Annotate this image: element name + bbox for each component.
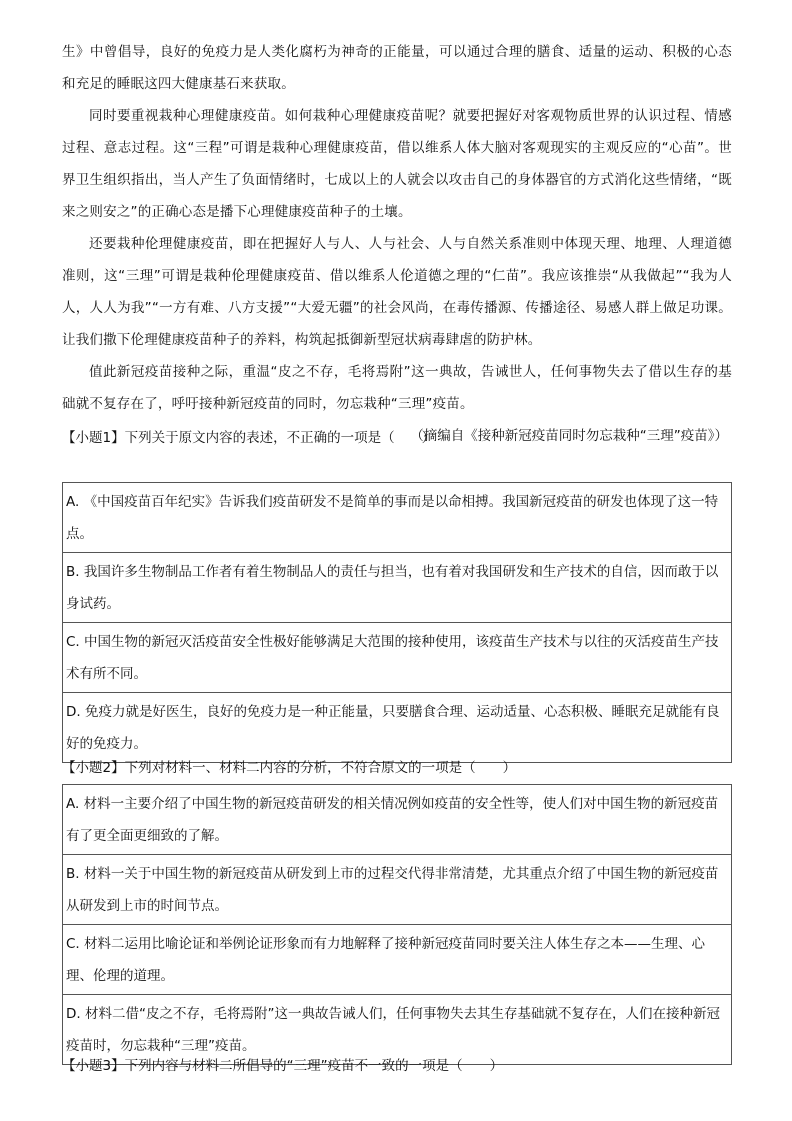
passage-paragraph-2: 同时要重视栽种心理健康疫苗。如何栽种心理健康疫苗呢？就要把握好对客观物质世界的认识过程、情感过程、意志过程。这“三程”可谓是栽种心理健康疫苗，借以维系人体大脑对客观现实的主观反应的“心苗”。世界卫生组织指出，当人产生了负面情绪时，七成以上的人就会以攻击自己的身体器官的方式消化这些情绪，“既来之则安之”的正确心态是播下心理健康疫苗种子的土壤。 xyxy=(62,108,732,220)
passage-paragraph-1: 生》中曾倡导，良好的免疫力是人类化腐朽为神奇的正能量，可以通过合理的膳食、适量的运动、积极的心态和充足的睡眠这四大健康基石来获取。 xyxy=(62,44,732,92)
question-1-stem: 【小题1】下列关于原文内容的表述，不正确的一项是（ ） xyxy=(62,430,436,446)
question-2-option-c[interactable]: C. 材料二运用比喻论证和举例论证形象而有力地解释了接种新冠疫苗同时要关注人体生存之本——生理、心理、伦理的道理。 xyxy=(63,925,731,995)
question-3-stem: 【小题3】下列内容与材料二所倡导的“三理”疫苗不一致的一项是（ ） xyxy=(62,1058,504,1074)
question-2-option-d[interactable]: D. 材料二借“皮之不存，毛将焉附”这一典故告诫人们，任何事物失去其生存基础就不复存在，人们在接种新冠疫苗时，勿忘栽种“三理”疫苗。 xyxy=(63,995,731,1065)
question-2-option-a[interactable]: A. 材料一主要介绍了中国生物的新冠疫苗研发的相关情况例如疫苗的安全性等，使人们对中国生物的新冠疫苗有了更全面更细致的了解。 xyxy=(63,785,731,855)
question-1-option-b[interactable]: B. 我国许多生物制品工作者有着生物制品人的责任与担当，也有着对我国研发和生产技术的自信，因而敢于以身试药。 xyxy=(63,553,731,623)
question-1-option-c[interactable]: C. 中国生物的新冠灭活疫苗安全性极好能够满足大范围的接种使用，该疫苗生产技术与以往的灭活疫苗生产技术有所不同。 xyxy=(63,623,731,693)
passage-paragraph-4: 值此新冠疫苗接种之际，重温“皮之不存，毛将焉附”这一典故，告诫世人，任何事物失去了借以生存的基础就不复存在了，呼吁接种新冠疫苗的同时，勿忘栽种“三理”疫苗。 xyxy=(62,364,732,412)
question-2-stem: 【小题2】下列对材料一、材料二内容的分析，不符合原文的一项是（ ） xyxy=(62,760,517,776)
question-2-options xyxy=(62,784,732,1065)
passage-source: （摘编自《接种新冠疫苗同时勿忘栽种“三理”疫苗》） xyxy=(410,428,728,444)
question-1-option-a[interactable]: A. 《中国疫苗百年纪实》告诉我们疫苗研发不是简单的事而是以命相搏。我国新冠疫苗的研发也体现了这一特点。 xyxy=(63,483,731,553)
question-1-option-d[interactable]: D. 免疫力就是好医生，良好的免疫力是一种正能量，只要膳食合理、运动适量、心态积极、睡眠充足就能有良好的免疫力。 xyxy=(63,693,731,763)
question-1-options xyxy=(62,482,732,763)
question-2-option-b[interactable]: B. 材料一关于中国生物的新冠疫苗从研发到上市的过程交代得非常清楚，尤其重点介绍了中国生物的新冠疫苗从研发到上市的时间节点。 xyxy=(63,855,731,925)
passage-paragraph-3: 还要栽种伦理健康疫苗，即在把握好人与人、人与社会、人与自然关系准则中体现天理、地理、人理道德准则，这“三理”可谓是栽种伦理健康疫苗、借以维系人伦道德之理的“仁苗”。我应该推崇“从我做起”“我为人人，人人为我”“一方有难、八方支援”“大爱无疆”的社会风尚，在毒传播源、传播途径、易感人群上做足功课。让我们撒下伦理健康疫苗种子的养料，构筑起抵御新型冠状病毒肆虐的防护林。 xyxy=(62,236,732,348)
